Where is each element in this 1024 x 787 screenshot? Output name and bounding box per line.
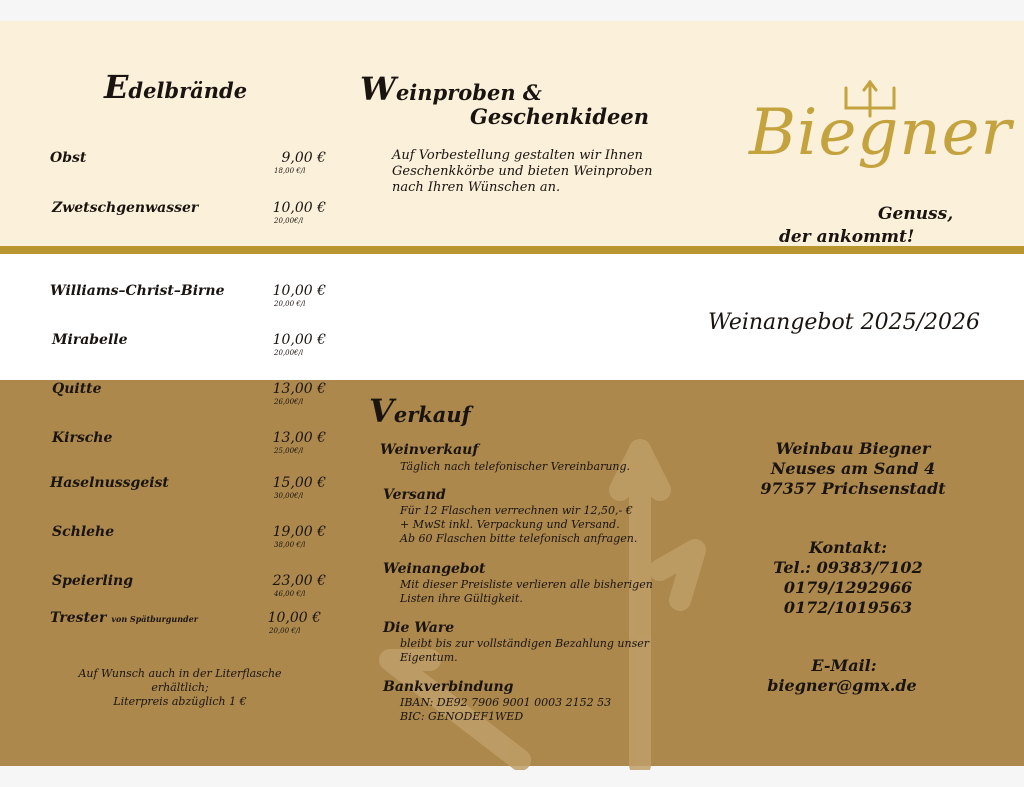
- gold-divider: [0, 246, 1024, 254]
- weinproben-heading: Weinproben &: [360, 70, 542, 108]
- price-item-price: 10,00 €: [272, 200, 326, 216]
- slogan-line1: Genuss,: [878, 204, 954, 224]
- price-item-name: Schlehe: [52, 524, 115, 540]
- contact-phones: Tel.: 09383/7102 0179/1292966 0172/1019563: [773, 558, 923, 617]
- weinproben-heading-line2: Geschenkideen: [470, 104, 650, 129]
- section-weinverkauf-heading: Weinverkauf: [380, 442, 479, 458]
- price-item-name: Zwetschgenwasser: [52, 200, 199, 216]
- price-item-name: Obst: [50, 150, 87, 166]
- logo-wordmark: Biegner: [749, 96, 1013, 170]
- price-item-per-liter: 30,00€/l: [274, 492, 304, 500]
- price-item-price: 10,00 €: [272, 332, 326, 348]
- price-item-name: Mirabelle: [52, 332, 128, 348]
- email-label: E-Mail:: [811, 656, 877, 675]
- section-versand-heading: Versand: [383, 487, 446, 503]
- section-versand-text: Für 12 Flaschen verrechnen wir 12,50,- € + MwSt inkl. Verpackung und Versand. Ab 60 Flaschen bitte telefonisch anfragen.: [400, 504, 638, 545]
- price-item-price: 19,00 €: [272, 524, 326, 540]
- price-item-price: 13,00 €: [272, 381, 326, 397]
- address-block: Weinbau Biegner Neuses am Sand 4 97357 Prichsenstadt: [760, 439, 946, 498]
- section-die-ware-text: bleibt bis zur vollständigen Bezahlung unser Eigentum.: [400, 637, 649, 664]
- price-item-name: Williams–Christ–Birne: [50, 283, 225, 299]
- slogan-line2: der ankommt!: [779, 227, 915, 247]
- section-weinangebot-text: Mit dieser Preisliste verlieren alle bisherigen Listen ihre Gültigkeit.: [400, 578, 653, 605]
- verkauf-heading: Verkauf: [369, 392, 471, 430]
- price-item-per-liter: 46,00 €/l: [274, 590, 306, 598]
- section-weinangebot-heading: Weinangebot: [383, 561, 486, 577]
- price-item-name: Trester von Spätburgunder: [50, 610, 198, 626]
- section-weinverkauf-text: Täglich nach telefonischer Vereinbarung.: [400, 460, 631, 473]
- price-item-per-liter: 18,00 €/l: [274, 167, 306, 175]
- price-item-per-liter: 20,00€/l: [274, 217, 304, 225]
- edelbraende-heading: Edelbrände: [104, 68, 248, 106]
- section-die-ware-heading: Die Ware: [383, 620, 455, 636]
- price-footnote: Auf Wunsch auch in der Literflasche erhältlich; Literpreis abzüglich 1 €: [78, 667, 282, 708]
- price-item-name: Speierling: [52, 573, 134, 589]
- price-item-per-liter: 20,00 €/l: [269, 627, 301, 635]
- price-item-per-liter: 20,00 €/l: [274, 300, 306, 308]
- contact-heading: Kontakt:: [809, 538, 887, 557]
- price-item-price: 23,00 €: [272, 573, 326, 589]
- weinproben-text: Auf Vorbestellung gestalten wir Ihnen Geschenkkörbe und bieten Weinproben nach Ihren Wünschen an.: [392, 148, 653, 195]
- price-item-per-liter: 25,00€/l: [274, 447, 304, 455]
- price-item-price: 10,00 €: [267, 610, 321, 626]
- price-item-name: Haselnussgeist: [50, 475, 169, 491]
- price-item-per-liter: 20,00€/l: [274, 349, 304, 357]
- price-item-name: Kirsche: [52, 430, 113, 446]
- biegner-logo: [745, 80, 1013, 220]
- price-item-per-liter: 26,00€/l: [274, 398, 304, 406]
- price-item-price: 10,00 €: [272, 283, 326, 299]
- price-item-name: Quitte: [52, 381, 102, 397]
- email-link[interactable]: biegner@gmx.de: [767, 676, 917, 695]
- price-item-suffix: von Spätburgunder: [111, 614, 198, 624]
- section-bank-text: IBAN: DE92 7906 9001 0003 2152 53 BIC: GENODEF1WED: [400, 696, 612, 723]
- offer-title: Weinangebot 2025/2026: [708, 310, 980, 335]
- price-item-per-liter: 38,00 €/l: [274, 541, 306, 549]
- price-item-price: 9,00 €: [281, 150, 326, 166]
- price-item-price: 15,00 €: [272, 475, 326, 491]
- section-bank-heading: Bankverbindung: [383, 679, 514, 695]
- price-item-price: 13,00 €: [272, 430, 326, 446]
